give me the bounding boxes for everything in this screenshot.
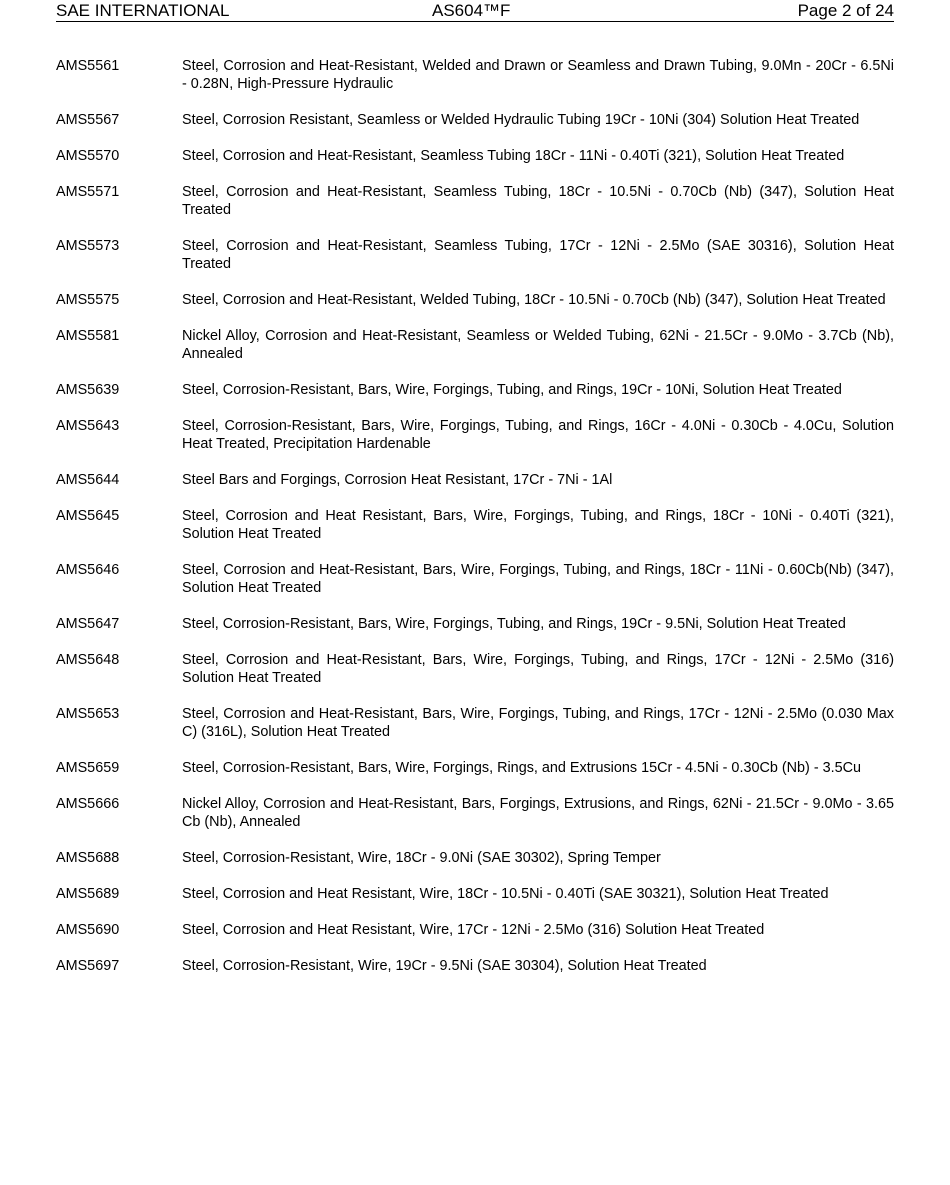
reference-item	[56, 147, 894, 165]
reference-code: AMS5646	[56, 562, 120, 578]
reference-item	[56, 381, 894, 399]
header-document-number: AS604™F	[432, 1, 511, 20]
header-organization: SAE INTERNATIONAL	[56, 1, 230, 20]
reference-item	[56, 705, 894, 741]
reference-description: Nickel Alloy, Corrosion and Heat-Resistant, Seamless or Welded Tubing, 62Ni - 21.5Cr - 9.0Mo - 3.7Cb (Nb), Annealed	[182, 328, 894, 362]
reference-code: AMS5570	[56, 148, 120, 164]
reference-description: Steel, Corrosion and Heat-Resistant, Bars, Wire, Forgings, Tubing, and Rings, 18Cr - 11Ni - 0.60Cb(Nb) (347), Solution Heat Treated	[182, 562, 894, 596]
reference-code: AMS5639	[56, 382, 120, 398]
reference-code: AMS5688	[56, 850, 120, 866]
reference-code: AMS5643	[56, 418, 120, 434]
reference-description: Steel, Corrosion-Resistant, Bars, Wire, Forgings, Tubing, and Rings, 19Cr - 10Ni, Solution Heat Treated	[182, 382, 842, 398]
reference-description: Steel, Corrosion and Heat-Resistant, Seamless Tubing, 17Cr - 12Ni - 2.5Mo (SAE 30316), Solution Heat Treated	[182, 238, 894, 272]
reference-code: AMS5690	[56, 922, 120, 938]
reference-code: AMS5561	[56, 58, 120, 74]
reference-item	[56, 417, 894, 453]
header-page-number: Page 2 of 24	[797, 1, 894, 20]
reference-item	[56, 885, 894, 903]
reference-description: Steel, Corrosion-Resistant, Wire, 18Cr - 9.0Ni (SAE 30302), Spring Temper	[182, 850, 661, 866]
reference-code: AMS5575	[56, 292, 120, 308]
reference-description: Steel, Corrosion and Heat-Resistant, Welded and Drawn or Seamless and Drawn Tubing, 9.0Mn - 20Cr - 6.5Ni - 0.28N, High-Pressure Hydraulic	[182, 58, 894, 92]
reference-description: Steel, Corrosion and Heat-Resistant, Bars, Wire, Forgings, Tubing, and Rings, 17Cr - 12Ni - 2.5Mo (0.030 Max C) (316L), Solution Heat Treated	[182, 706, 894, 740]
reference-description: Steel, Corrosion and Heat Resistant, Wire, 18Cr - 10.5Ni - 0.40Ti (SAE 30321), Solution Heat Treated	[182, 886, 829, 902]
reference-code: AMS5697	[56, 958, 120, 974]
reference-item	[56, 795, 894, 831]
reference-item	[56, 759, 894, 777]
reference-code: AMS5659	[56, 760, 120, 776]
reference-description: Steel, Corrosion and Heat Resistant, Bars, Wire, Forgings, Tubing, and Rings, 18Cr - 10Ni - 0.40Ti (321), Solution Heat Treated	[182, 508, 894, 542]
reference-description: Steel, Corrosion and Heat-Resistant, Welded Tubing, 18Cr - 10.5Ni - 0.70Cb (Nb) (347), Solution Heat Treated	[182, 292, 886, 308]
reference-description: Steel, Corrosion and Heat-Resistant, Seamless Tubing 18Cr - 11Ni - 0.40Ti (321), Solution Heat Treated	[182, 148, 845, 164]
reference-description: Steel, Corrosion and Heat-Resistant, Seamless Tubing, 18Cr - 10.5Ni - 0.70Cb (Nb) (347), Solution Heat Treated	[182, 184, 894, 218]
reference-item	[56, 507, 894, 543]
reference-item	[56, 615, 894, 633]
reference-item	[56, 237, 894, 273]
reference-code: AMS5581	[56, 328, 120, 344]
reference-code: AMS5573	[56, 238, 120, 254]
reference-code: AMS5644	[56, 472, 120, 488]
reference-description: Steel, Corrosion-Resistant, Bars, Wire, Forgings, Rings, and Extrusions 15Cr - 4.5Ni - 0.30Cb (Nb) - 3.5Cu	[182, 760, 862, 776]
reference-code: AMS5647	[56, 616, 120, 632]
reference-code: AMS5567	[56, 112, 120, 128]
page-header	[56, 0, 894, 22]
reference-list	[56, 57, 894, 993]
reference-item	[56, 651, 894, 687]
reference-code: AMS5645	[56, 508, 120, 524]
reference-item	[56, 327, 894, 363]
reference-item	[56, 291, 894, 309]
reference-code: AMS5689	[56, 886, 120, 902]
reference-description: Steel Bars and Forgings, Corrosion Heat Resistant, 17Cr - 7Ni - 1Al	[182, 472, 613, 488]
reference-description: Steel, Corrosion-Resistant, Bars, Wire, Forgings, Tubing, and Rings, 19Cr - 9.5Ni, Solution Heat Treated	[182, 616, 846, 632]
reference-item	[56, 561, 894, 597]
reference-item	[56, 921, 894, 939]
reference-description: Steel, Corrosion-Resistant, Wire, 19Cr - 9.5Ni (SAE 30304), Solution Heat Treated	[182, 958, 707, 974]
reference-description: Steel, Corrosion Resistant, Seamless or Welded Hydraulic Tubing 19Cr - 10Ni (304) Solution Heat Treated	[182, 112, 860, 128]
reference-code: AMS5648	[56, 652, 120, 668]
reference-item	[56, 849, 894, 867]
reference-code: AMS5571	[56, 184, 120, 200]
reference-description: Nickel Alloy, Corrosion and Heat-Resistant, Bars, Forgings, Extrusions, and Rings, 62Ni - 21.5Cr - 9.0Mo - 3.65 Cb (Nb), Annealed	[182, 796, 894, 830]
reference-description: Steel, Corrosion and Heat-Resistant, Bars, Wire, Forgings, Tubing, and Rings, 17Cr - 12Ni - 2.5Mo (316) Solution Heat Treated	[182, 652, 894, 686]
reference-item	[56, 57, 894, 93]
reference-item	[56, 111, 894, 129]
reference-item	[56, 183, 894, 219]
reference-item	[56, 471, 894, 489]
reference-code: AMS5653	[56, 706, 120, 722]
reference-code: AMS5666	[56, 796, 120, 812]
reference-description: Steel, Corrosion-Resistant, Bars, Wire, Forgings, Tubing, and Rings, 16Cr - 4.0Ni - 0.30Cb - 4.0Cu, Solution Heat Treated, Precipitation Hardenable	[182, 418, 894, 452]
reference-description: Steel, Corrosion and Heat Resistant, Wire, 17Cr - 12Ni - 2.5Mo (316) Solution Heat Treated	[182, 922, 765, 938]
reference-item	[56, 957, 894, 975]
